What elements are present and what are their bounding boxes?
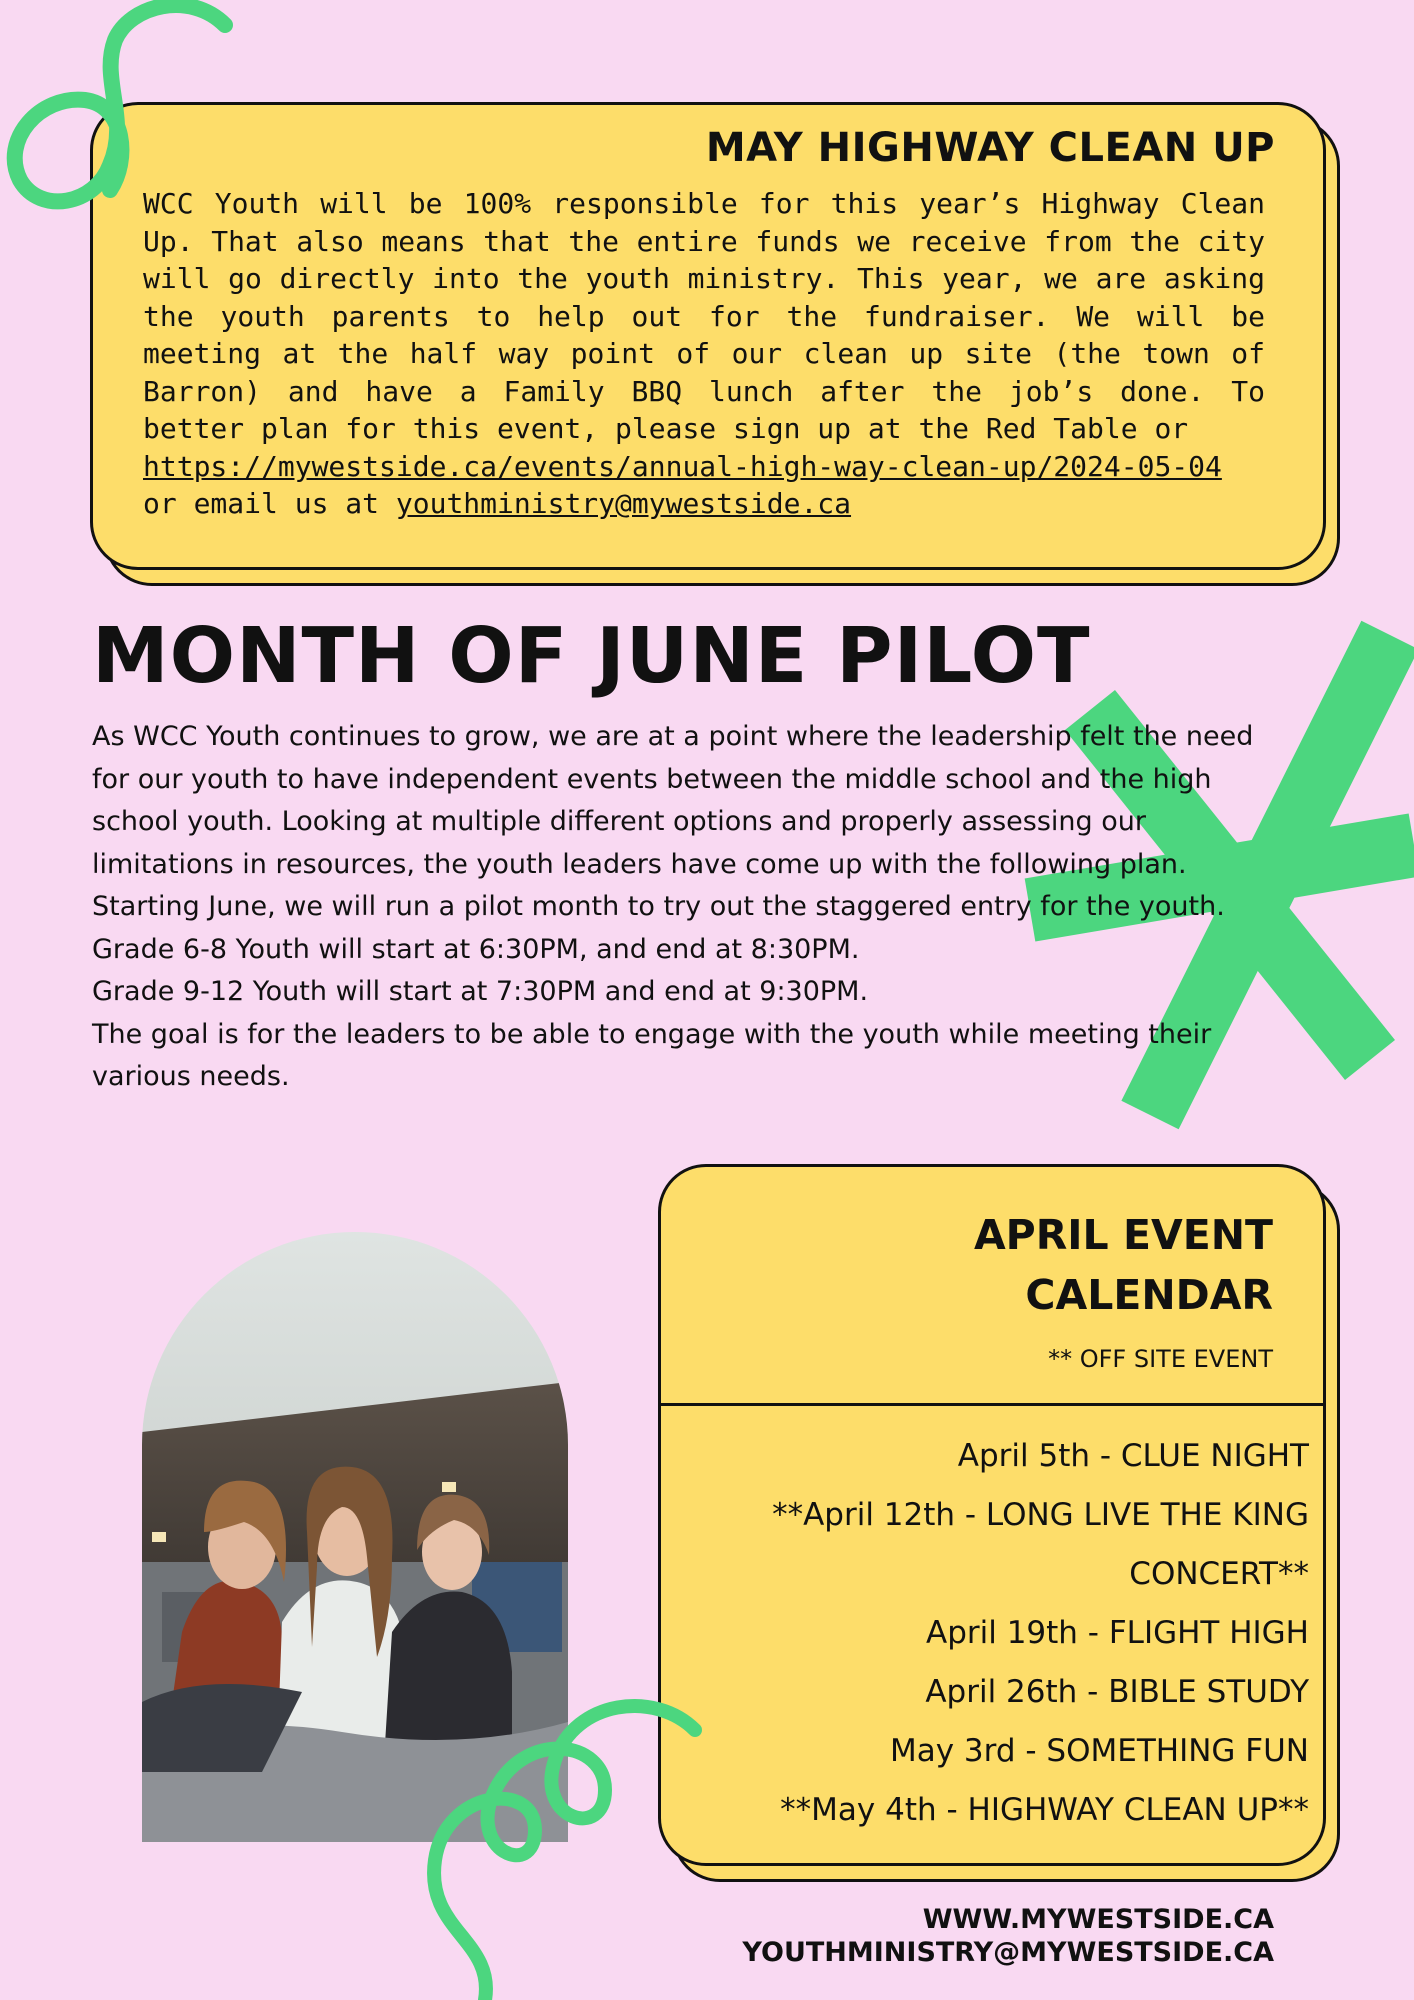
- calendar-event: April 5th - CLUE NIGHT: [957, 1438, 1309, 1474]
- may-body-text: WCC Youth will be 100% responsible for this year’s Highway Clean Up. That also means that the entire funds we receive from the city will go directly into the youth ministry. This year, we are asking the youth parents to help out for the fundraiser. We will be meeting at the half way point of our clean up site (the town of Barron) and have a Family BBQ lunch after the job’s done. To better plan for this event, please sign up at the Red Table or: [143, 187, 1265, 445]
- calendar-card: [658, 1164, 1326, 1866]
- footer: [742, 1903, 1274, 1969]
- june-paragraph: Grade 9-12 Youth will start at 7:30PM and end at 9:30PM.: [92, 976, 869, 1007]
- footer-website[interactable]: WWW.MYWESTSIDE.CA: [922, 1904, 1274, 1935]
- calendar-title-line1: APRIL EVENT: [973, 1211, 1273, 1259]
- calendar-event: **May 4th - HIGHWAY CLEAN UP**: [780, 1792, 1309, 1828]
- footer-email[interactable]: YOUTHMINISTRY@MYWESTSIDE.CA: [742, 1937, 1274, 1968]
- calendar-title: [974, 1205, 1273, 1325]
- clean-up-signup-link[interactable]: https://mywestside.ca/events/annual-high-way-clean-up/2024-05-04: [143, 449, 1222, 483]
- calendar-divider: [661, 1403, 1323, 1406]
- june-paragraph: The goal is for the leaders to be able to engage with the youth while meeting their various needs.: [92, 1018, 1212, 1092]
- green-spiral-bottom: [405, 1680, 725, 2000]
- may-card: [90, 102, 1326, 570]
- calendar-event: May 3rd - SOMETHING FUN: [889, 1733, 1309, 1769]
- june-paragraph: Starting June, we will run a pilot month to try out the staggered entry for the youth.: [92, 891, 1225, 922]
- june-paragraph: Grade 6-8 Youth will start at 6:30PM, and end at 8:30PM.: [92, 933, 860, 965]
- june-paragraph: As WCC Youth continues to grow, we are at a point where the leadership felt the need for our youth to have independent events between the middle school and the high school youth. Looking at multiple different options and properly assessing our limitations in resources, the youth leaders have come up with the following plan.: [92, 721, 1254, 880]
- may-email-line: [143, 485, 1265, 523]
- green-spiral-top-left: [0, 0, 260, 260]
- june-title: MONTH OF JUNE PILOT: [92, 612, 1091, 701]
- calendar-event-list: [709, 1427, 1309, 1840]
- may-email-prefix: or email us at: [143, 487, 396, 520]
- calendar-event: April 19th - FLIGHT HIGH: [925, 1615, 1309, 1651]
- off-site-note: ** OFF SITE EVENT: [1048, 1345, 1273, 1373]
- calendar-title-line2: CALENDAR: [1025, 1271, 1273, 1319]
- youth-ministry-email-link[interactable]: youthministry@mywestside.ca: [395, 487, 852, 520]
- calendar-event: **April 12th - LONG LIVE THE KING CONCERT**: [772, 1497, 1309, 1592]
- may-title: MAY HIGHWAY CLEAN UP: [705, 125, 1275, 171]
- may-body: [143, 185, 1265, 523]
- june-body: [92, 716, 1292, 1099]
- calendar-event: April 26th - BIBLE STUDY: [925, 1674, 1309, 1710]
